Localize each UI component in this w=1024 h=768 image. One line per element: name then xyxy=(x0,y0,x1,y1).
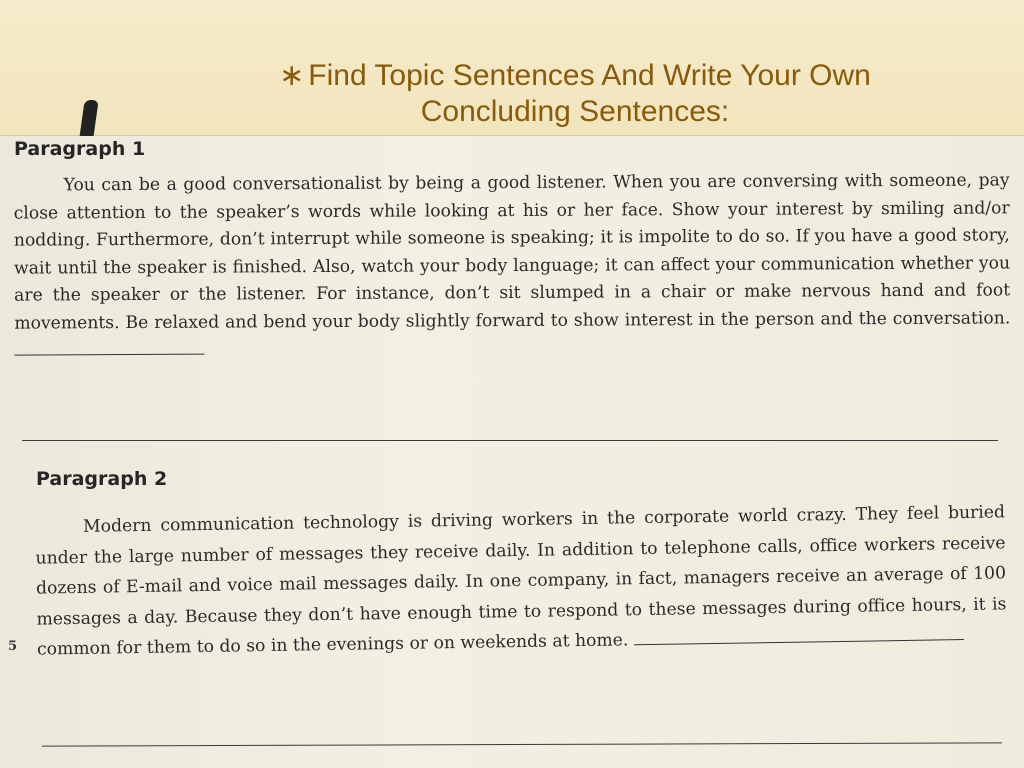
slide-title xyxy=(200,58,950,130)
paragraph-1-heading: Paragraph 1 xyxy=(14,138,146,160)
paragraph-2-body xyxy=(35,497,1007,665)
title-line-2: Concluding Sentences: xyxy=(420,95,730,128)
title-line-1 xyxy=(200,58,950,94)
title-text-1: Find Topic Sentences And Write Your Own xyxy=(308,59,871,92)
answer-blank-1[interactable] xyxy=(14,354,204,356)
paragraph-1-text: You can be a good conversationalist by being a good listener. When you are conversing with someone, pay close attention to the speaker’s words while looking at his or her face. Show your interest by smiling and/or nodding. Furthermore, don’t interrupt while someone is speaking; it is impolite to do so. If you have a good story, wait until the speaker is finished. Also, watch your body language; it can affect your communication whether you are the speaker or the listener. For instance, don’t sit slumped in a chair or make nervous hand and foot movements. Be relaxed and bend your body slightly forward to show interest in the person and the conversation. xyxy=(13,170,1011,334)
line-number: 5 xyxy=(8,639,18,654)
paragraph-1-body xyxy=(14,167,1011,365)
answer-line-1[interactable] xyxy=(22,440,998,441)
bullet-icon: ∗ xyxy=(279,59,305,92)
paragraph-2-text: Modern communication technology is driving workers in the corporate world crazy. They feel buried under the large number of messages they receive daily. In addition to telephone calls, office workers receive dozens of E-mail and voice mail messages daily. In one company, in fact, managers receive an average of 100 messages a day. Because they don’t have enough time to respond to these messages during office hours, it is common for them to do so in the evenings or on weekends at home. xyxy=(35,502,1007,660)
paragraph-2-heading: Paragraph 2 xyxy=(36,468,168,490)
answer-blank-2[interactable] xyxy=(634,639,964,645)
